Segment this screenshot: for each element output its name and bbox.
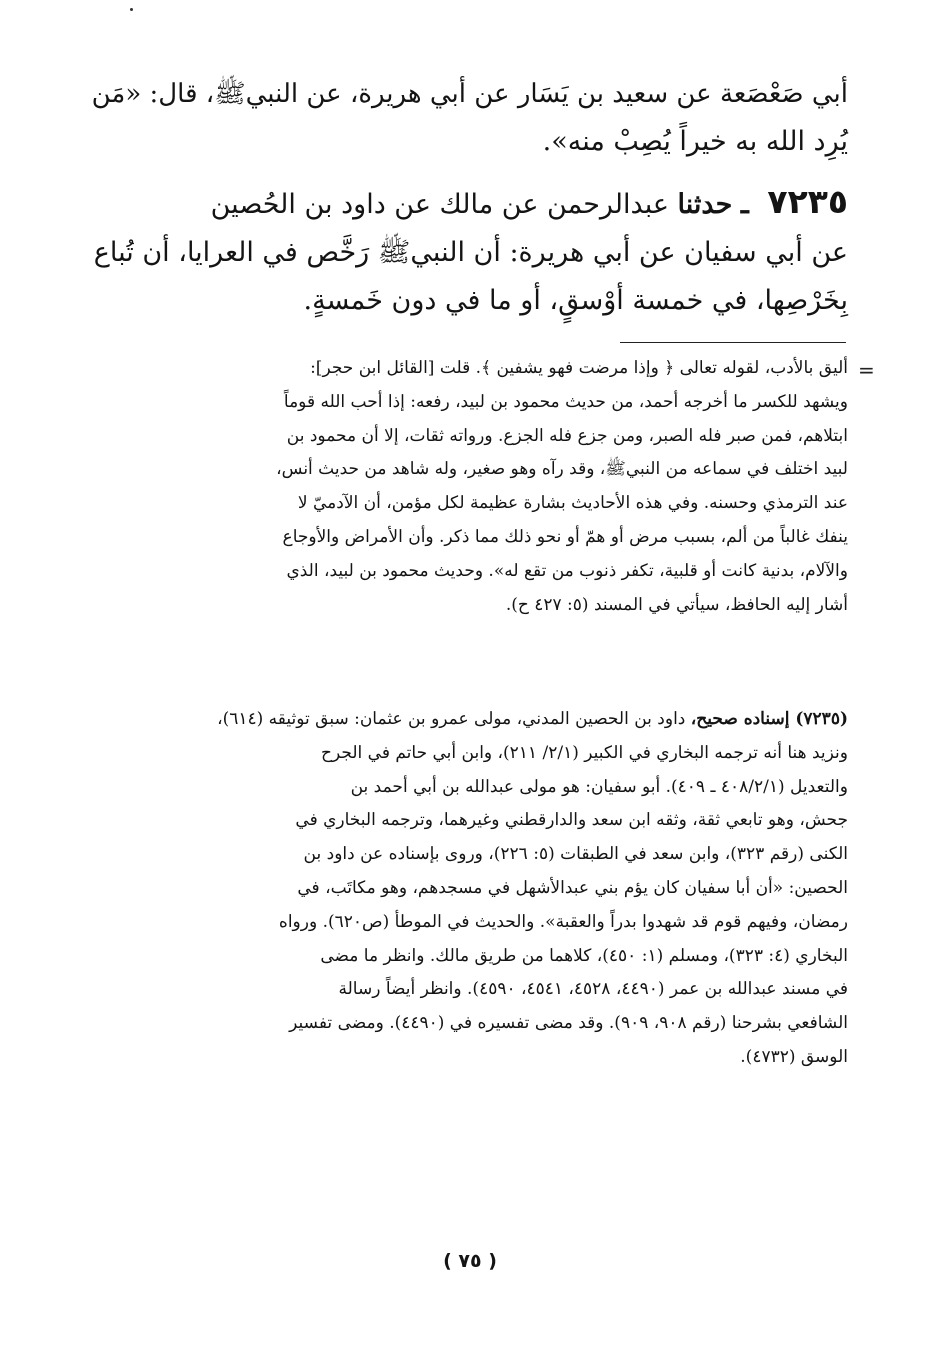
footnote-7235-line-11: الوسق (٤٧٣٢). (740, 1046, 848, 1067)
main-line-2: يُرِد الله به خيراً يُصِبْ منه». (542, 126, 848, 157)
note-line-6: ينفك غالباً من ألم، بسبب مرض أو همّ أو نحو ذلك مما ذكر. وأن الأمراض والأوجاع (282, 526, 848, 547)
main-line-5: بِخَرْصِها، في خمسة أوْسقٍ، أو ما في دون خَمسةٍ. (303, 285, 848, 316)
footnote-7235-line-8: البخاري (٤: ٣٢٣)، ومسلم (١: ٤٥٠)، كلاهما من طريق مالك. وانظر ما مضى (320, 945, 848, 966)
note-line-7: والآلام، بدنية كانت أو قلبية، تكفر ذنوب من تقع له». وحديث محمود بن لبيد، الذي (286, 560, 848, 581)
main-line-1: أبي صَعْصَعة عن سعيد بن يَسَار عن أبي هريرة، عن النبيﷺ، قال: «مَن (91, 79, 848, 109)
hadith-heading-line (78, 178, 848, 229)
note-line-8: أشار إليه الحافظ، سيأتي في المسند (٥: ٤٢٧ ح). (505, 594, 848, 615)
main-line-3: عبدالرحمن عن مالك عن داود بن الحُصين (210, 189, 669, 220)
note-line-3: ابتلاهم، فمن صبر فله الصبر، ومن جزع فله الجزع. ورواته ثقات، إلا أن محمود بن (286, 425, 848, 446)
note-line-5: عند الترمذي وحسنه. وفي هذه الأحاديث بشارة عظيمة لكل مؤمن، أن الآدميّ لا (297, 493, 848, 514)
footnote-7235-line-9: في مسند عبدالله بن عمر (٤٤٩٠، ٤٥٢٨، ٤٥٤١، ٤٥٩٠). وانظر أيضاً رسالة (338, 979, 848, 1000)
hadith-number: ٧٢٣٥ (767, 182, 848, 221)
hadith-text-block (78, 70, 848, 325)
footnote-7235-line-10: الشافعي بشرحنا (رقم ٩٠٨، ٩٠٩). وقد مضى تفسيره في (٤٤٩٠). ومضى تفسير (289, 1013, 848, 1034)
footnote-7235-line-4: جحش، وهو تابعي ثقة، وثقه ابن سعد والدارقطني وغيرهما، وترجمه البخاري في (295, 810, 848, 831)
note-line-4: لبيد اختلف في سماعه من النبيﷺ، وقد رآه وهو صغير، وله شاهد من حديث أنس، (276, 459, 848, 480)
note-line-2: ويشهد للكسر ما أخرجه أحمد، من حديث محمود بن لبيد، رفعه: إذا أحب الله قوماً (283, 391, 848, 412)
note-line-1: أليق بالأدب، لقوله تعالى ﴿ وإذا مرضت فهو يشفين ﴾. قلت [القائل ابن حجر]: (310, 358, 848, 378)
footnote-7235-line-1-text: داود بن الحصين المدني، مولى عمرو بن عثمان: سبق توثيقه (٦١٤)، (217, 709, 686, 729)
footnote-7235-line-3: والتعديل (٤٠٨/٢/١ ـ ٤٠٩). أبو سفيان: هو مولى عبدالله بن أبي أحمد بن (350, 776, 848, 797)
footnote-continued-block (158, 352, 848, 622)
footnote-7235-line-1 (138, 703, 848, 737)
footnote-7235-line-2: ونزيد هنا أنه ترجمه البخاري في الكبير (٢/١/ ٢١١)، وابن أبي حاتم في الجرح (321, 742, 848, 763)
footnote-7235-line-5: الكنى (رقم ٣٢٣)، وابن سعد في الطبقات (٥: ٢٢٦)، وروى بإسناده عن داود بن (303, 844, 848, 865)
page-number: ( ٧٥ ) (443, 1250, 497, 1272)
hadith-dash: ـ (740, 189, 749, 220)
footnote-7235-line-6: الحصين: «أن أبا سفيان كان يؤم بني عبدالأشهل في مسجدهم، وهو مكاتَب، في (297, 877, 848, 898)
footnote-separator (620, 342, 846, 343)
footnote-7235-line-7: رمضان، وفيهم قوم قد شهدوا بدراً والعقبة». والحديث في الموطأ (ص٦٢٠). ورواه (278, 911, 848, 932)
footnote-7235-block (138, 703, 848, 1075)
main-line-4: عن أبي سفيان عن أبي هريرة: أن النبيﷺ رَخَّص في العرايا، أن تُباع (93, 237, 848, 268)
footnote-ref-label: (٧٢٣٥) إسناده صحيح، (690, 709, 848, 729)
footnote-continuation-marker: = (858, 358, 875, 382)
hadith-said: حدثنا (677, 189, 733, 220)
scan-speck (130, 8, 133, 11)
